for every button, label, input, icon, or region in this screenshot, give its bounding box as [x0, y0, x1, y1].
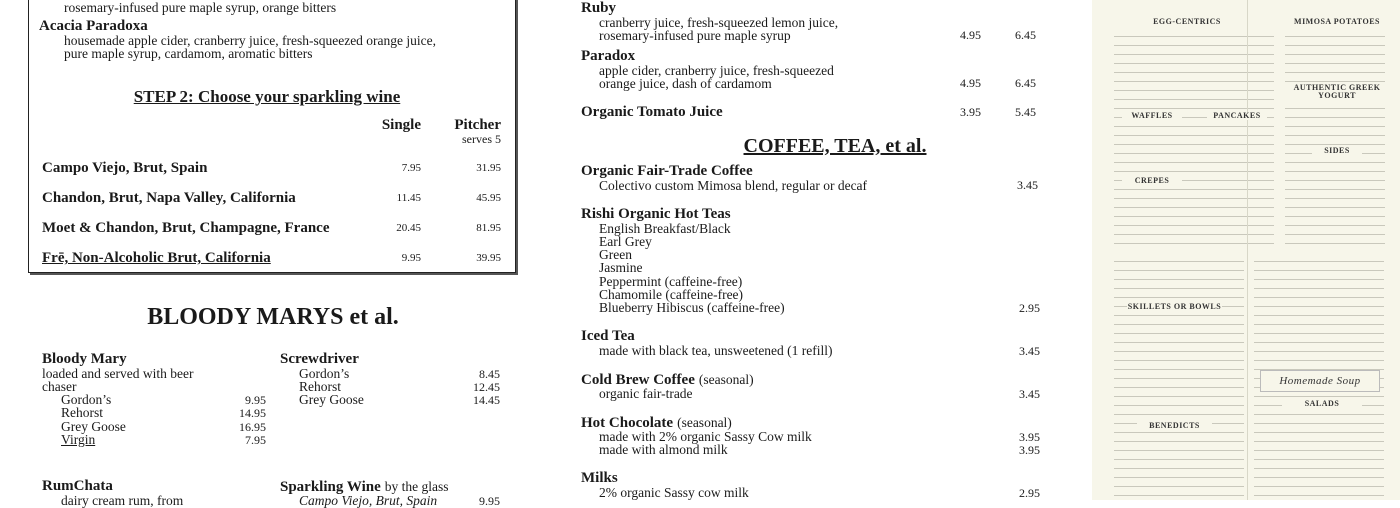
col-pitcher: Pitcher	[454, 117, 501, 133]
thumb-heading: AUTHENTIC GREEK YOGURT	[1282, 84, 1392, 100]
thumb-heading: SKILLETS OR BOWLS	[1127, 302, 1222, 311]
item-desc: pure maple syrup, cardamom, aromatic bitters	[64, 46, 313, 61]
option-name: made with 2% organic Sassy Cow milk	[599, 429, 812, 444]
option-price: 3.95	[1019, 443, 1040, 457]
price-large: 5.45	[1015, 105, 1036, 119]
item-desc: chaser	[42, 379, 77, 394]
item-name: Hot Chocolate	[581, 415, 674, 431]
thumb-text-lines	[1114, 30, 1274, 245]
thumb-divider	[1247, 0, 1248, 500]
col-single: Single	[381, 117, 421, 133]
item-desc: dairy cream rum, from	[61, 493, 184, 508]
item-desc: cranberry juice, fresh-squeezed lemon juice,	[599, 15, 839, 30]
option-name: Gordon’s	[61, 392, 112, 407]
thumb-heading: Homemade Soup	[1260, 370, 1380, 392]
wine-name: Campo Viejo, Brut, Spain	[42, 160, 208, 176]
item-name: Organic Fair-Trade Coffee	[581, 163, 753, 179]
wine-single-price: 11.45	[396, 192, 421, 204]
thumb-heading: CREPES	[1122, 177, 1182, 185]
item-desc: apple cider, cranberry juice, fresh-squeezed	[599, 63, 834, 78]
item-note: (seasonal)	[677, 415, 732, 430]
option-price: 8.45	[479, 367, 500, 381]
item-name: Ruby	[581, 0, 617, 16]
wine-name: Moet & Chandon, Brut, Champagne, France	[42, 220, 330, 236]
price-small: 4.95	[960, 76, 981, 90]
item-name: Rishi Organic Hot Teas	[581, 206, 731, 222]
item-name: Cold Brew Coffee	[581, 372, 695, 388]
option-price: 14.95	[239, 406, 266, 420]
price-small: 4.95	[960, 28, 981, 42]
wine-name: Chandon, Brut, Napa Valley, California	[42, 190, 296, 206]
item-name: Organic Tomato Juice	[581, 104, 723, 120]
item-desc: 2% organic Sassy cow milk	[599, 485, 749, 500]
wine-single-price: 20.45	[396, 222, 421, 234]
option-price: 12.45	[473, 380, 500, 394]
option-name: Campo Viejo, Brut, Spain	[299, 493, 438, 508]
item-price: 3.45	[1017, 178, 1038, 192]
price-large: 6.45	[1015, 76, 1036, 90]
item-desc: loaded and served with beer	[42, 366, 194, 381]
item-name: Paradox	[581, 48, 636, 64]
wine-single-price: 9.95	[401, 252, 421, 264]
option-price: 3.95	[1019, 430, 1040, 444]
wine-pitcher-price: 39.95	[476, 252, 501, 264]
thumb-heading: SIDES	[1312, 147, 1362, 155]
item-price: 3.45	[1019, 387, 1040, 401]
option-name: Gordon’s	[299, 366, 350, 381]
thumb-heading: BENEDICTS	[1137, 422, 1212, 430]
item-desc: rosemary-infused pure maple syrup	[599, 28, 791, 43]
wine-pitcher-price: 81.95	[476, 222, 501, 234]
menu-page-thumbnail[interactable]	[1092, 0, 1400, 500]
item-name: Acacia Paradoxa	[39, 18, 148, 34]
tea-option: Blueberry Hibiscus (caffeine-free)	[599, 300, 785, 315]
thumb-heading: MIMOSA POTATOES	[1292, 18, 1382, 26]
item-desc: rosemary-infused pure maple syrup, orange bitters	[64, 0, 337, 15]
step2-heading: STEP 2: Choose your sparkling wine	[133, 87, 401, 106]
thumb-heading: EGG-CENTRICS	[1153, 17, 1221, 26]
item-price: 2.95	[1019, 301, 1040, 315]
thumb-heading: SALADS	[1282, 400, 1362, 408]
item-note: (seasonal)	[698, 372, 754, 387]
tea-option: English Breakfast/Black	[599, 221, 731, 236]
option-name: Grey Goose	[61, 419, 126, 434]
item-name: Iced Tea	[581, 328, 635, 344]
option-name: Rehorst	[299, 379, 341, 394]
thumb-heading: WAFFLES	[1122, 112, 1182, 120]
tea-option: Peppermint (caffeine-free)	[599, 274, 743, 289]
option-price: 7.95	[245, 433, 266, 447]
tea-option: Earl Grey	[599, 234, 652, 249]
wine-pitcher-price: 31.95	[476, 162, 501, 174]
item-name: Sparkling Wine	[280, 479, 381, 495]
option-price: 9.95	[245, 393, 266, 407]
item-price: 2.95	[1019, 486, 1040, 500]
item-desc: Colectivo custom Mimosa blend, regular or decaf	[599, 178, 868, 193]
wine-pitcher-price: 45.95	[476, 192, 501, 204]
item-name: Milks	[581, 470, 618, 486]
item-desc: housemade apple cider, cranberry juice, fresh-squeezed orange juice,	[64, 33, 437, 48]
thumb-text-lines	[1114, 255, 1244, 500]
option-price: 14.45	[473, 393, 500, 407]
item-name: Screwdriver	[280, 351, 359, 367]
option-name: Virgin	[61, 432, 96, 447]
item-price: 3.45	[1019, 344, 1040, 358]
item-desc: organic fair-trade	[599, 386, 693, 401]
coffee-tea-heading: COFFEE, TEA, et al.	[743, 135, 927, 157]
item-name: RumChata	[42, 478, 113, 494]
option-name: Grey Goose	[299, 392, 364, 407]
item-note: by the glass	[384, 479, 449, 494]
price-large: 6.45	[1015, 28, 1036, 42]
option-name: Rehorst	[61, 405, 103, 420]
option-price: 16.95	[239, 420, 266, 434]
tea-option: Green	[599, 247, 632, 262]
thumb-text-lines	[1285, 30, 1385, 245]
option-name: made with almond milk	[599, 442, 728, 457]
wine-single-price: 7.95	[401, 162, 421, 174]
item-name: Bloody Mary	[42, 351, 127, 367]
wine-name: Frē, Non-Alcoholic Brut, California	[42, 250, 271, 266]
pitcher-note: serves 5	[462, 132, 501, 146]
bloody-marys-heading: BLOODY MARYS et al.	[147, 304, 399, 330]
tea-option: Chamomile (caffeine-free)	[599, 287, 744, 302]
price-small: 3.95	[960, 105, 981, 119]
tea-option: Jasmine	[599, 260, 643, 275]
item-desc: orange juice, dash of cardamom	[599, 76, 772, 91]
thumb-heading: PANCAKES	[1207, 112, 1267, 120]
item-desc: made with black tea, unsweetened (1 refill)	[599, 343, 833, 358]
option-price: 9.95	[479, 494, 500, 508]
